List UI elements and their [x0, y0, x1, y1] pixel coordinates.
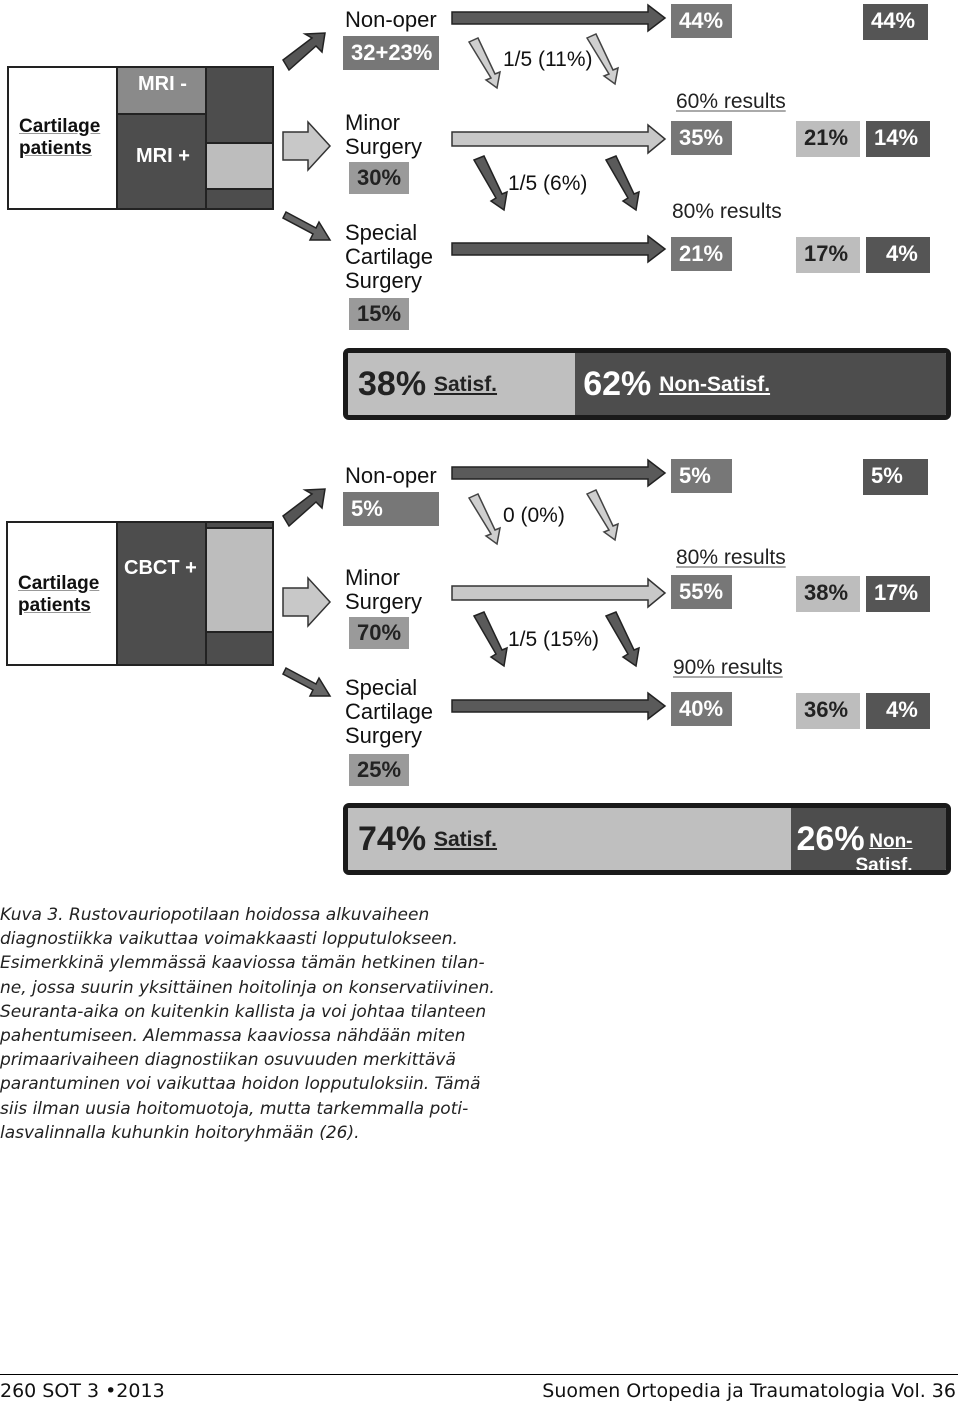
split-bar — [205, 66, 274, 210]
outcome-minor: 55% — [671, 575, 732, 609]
results-special: 90% results — [673, 656, 783, 679]
final-non-oper-b: 44% — [863, 4, 928, 40]
summary-satisfied — [348, 808, 791, 870]
flow-label-2: 1/5 (15%) — [508, 628, 600, 651]
stage-special-text: Special Cartilage Surgery — [345, 675, 434, 748]
arrow-transfer-2a — [474, 612, 507, 666]
footer-journal: Suomen Ortopedia ja Traumatologia Vol. 36 — [542, 1380, 956, 1402]
stage-minor-text: Minor Surgery — [345, 110, 423, 159]
caption-line: ne, jossa suurin yksittäinen hoitolinja on konservatiivinen. — [0, 977, 495, 998]
flow-label-2: 1/5 (6%) — [508, 172, 588, 195]
flow-label-1: 0 (0%) — [503, 504, 565, 527]
final-minor-b: 14% — [866, 121, 930, 157]
arrow-transfer-2b — [606, 612, 639, 666]
nonsatisfied-pct: 26% — [796, 820, 865, 858]
split-bar-top — [207, 523, 272, 529]
stage-special-share: 15% — [349, 298, 409, 330]
summary-satisfied — [348, 353, 575, 415]
arrow-transfer-2a — [474, 156, 507, 210]
caption-line: parantuminen voi vaikuttaa hoidon lopputuloksiin. Tämä — [0, 1074, 481, 1095]
diag-positive-label: CBCT + — [124, 557, 197, 579]
caption-line: Kuva 3. Rustovauriopotilaan hoidossa alkuvaiheen — [0, 905, 430, 925]
arrow-minor-outcome — [452, 579, 665, 607]
caption-line: diagnostiikka vaikuttaa voimakkaasti lopputulokseen. — [0, 929, 458, 950]
arrow-transfer-1a — [469, 38, 500, 88]
arrow-to-special-surgery — [283, 668, 330, 696]
stage-special-label — [345, 221, 445, 293]
summary-nonsatisfied — [575, 353, 946, 415]
nonsatisfied-label: Non- Satisf. — [855, 831, 913, 875]
satisfied-pct: 74% — [358, 820, 427, 858]
final-special-a: 36% — [796, 693, 860, 729]
split-bar-bottom — [207, 631, 272, 664]
arrow-non-oper-outcome — [452, 5, 665, 31]
diag-negative-label: MRI - — [138, 73, 187, 95]
patients-label: Cartilage patients — [19, 116, 101, 159]
stage-non-oper-label: Non-oper — [345, 7, 437, 32]
caption-line: Seuranta-aika on kuitenkin kallista ja voi johtaa tilanteen — [0, 1001, 487, 1022]
split-bar-light — [207, 142, 272, 190]
stage-non-oper-share: 5% — [343, 492, 439, 526]
diag-positive-label: MRI + — [136, 145, 190, 167]
stage-minor-label — [345, 111, 445, 159]
stage-special-share: 25% — [349, 754, 409, 786]
outcome-minor: 35% — [671, 121, 732, 155]
stage-special-label — [345, 676, 445, 748]
split-bar — [205, 521, 274, 666]
stage-non-oper-label: Non-oper — [345, 463, 437, 488]
diagram-bottom — [0, 456, 960, 896]
arrow-special-outcome — [452, 236, 665, 262]
final-special-b: 4% — [866, 237, 930, 273]
arrow-to-minor-surgery — [283, 578, 330, 626]
satisfied-label: Satisf. — [434, 373, 498, 396]
final-non-oper-b: 5% — [863, 459, 928, 495]
stage-minor-share: 30% — [349, 162, 409, 194]
arrow-to-minor-surgery — [283, 122, 330, 170]
figure-caption — [0, 903, 495, 1145]
caption-line: pahentumiseen. Alemmassa kaaviossa nähdään miten — [0, 1026, 466, 1047]
flow-label-1: 1/5 (11%) — [503, 48, 593, 71]
nonsatisfied-pct: 62% — [583, 365, 652, 403]
caption-line: lasvalinnalla kuhunkin hoitoryhmään (26). — [0, 1122, 360, 1143]
summary-bar — [343, 803, 951, 875]
stage-minor-text: Minor Surgery — [345, 565, 423, 614]
patients-box — [7, 66, 118, 210]
footer-page-info: 260 SOT 3 •2013 — [0, 1380, 165, 1402]
caption-line: primaarivaiheen diagnostiikan osuvuuden merkittävä — [0, 1050, 456, 1071]
results-minor: 60% results — [676, 90, 786, 113]
arrow-transfer-2b — [606, 156, 639, 210]
outcome-non-oper: 5% — [671, 459, 732, 493]
final-special-b: 4% — [866, 693, 930, 729]
arrow-special-outcome — [452, 693, 665, 719]
satisfied-label: Satisf. — [434, 828, 498, 851]
arrow-to-non-oper — [283, 489, 325, 526]
arrow-minor-outcome — [452, 125, 665, 153]
outcome-non-oper: 44% — [671, 4, 732, 38]
summary-nonsatisfied — [791, 808, 946, 875]
stage-minor-label — [345, 566, 445, 614]
caption-line: Esimerkkinä ylemmässä kaaviossa tämän hetkinen tilan- — [0, 953, 485, 974]
summary-bar — [343, 348, 951, 420]
patients-label: Cartilage patients — [18, 573, 100, 616]
results-special: 80% results — [672, 200, 782, 223]
arrow-transfer-1b — [587, 490, 618, 540]
final-minor-b: 17% — [866, 576, 930, 612]
outcome-special: 21% — [671, 237, 732, 271]
diag-positive-box — [116, 521, 207, 666]
stage-non-oper-share: 32+23% — [343, 36, 439, 70]
nonsatisfied-label: Non-Satisf. — [659, 373, 771, 396]
final-minor-a: 38% — [796, 576, 860, 612]
results-minor: 80% results — [676, 546, 786, 569]
patients-box — [6, 521, 118, 666]
final-minor-a: 21% — [796, 121, 860, 157]
arrow-to-non-oper — [283, 33, 325, 70]
diagram-top — [0, 0, 960, 440]
arrow-to-special-surgery — [283, 212, 330, 240]
caption-line: siis ilman uusia hoitomuotoja, mutta tarkemmalla poti- — [0, 1098, 469, 1119]
outcome-special: 40% — [671, 692, 732, 726]
diag-positive-box — [116, 113, 207, 210]
satisfied-pct: 38% — [358, 365, 427, 403]
arrow-transfer-1a — [469, 494, 500, 544]
stage-special-text: Special Cartilage Surgery — [345, 220, 434, 293]
final-special-a: 17% — [796, 237, 860, 273]
arrow-non-oper-outcome — [452, 460, 665, 486]
diag-negative-box — [116, 66, 207, 115]
footer-rule — [0, 1374, 958, 1375]
stage-minor-share: 70% — [349, 617, 409, 649]
